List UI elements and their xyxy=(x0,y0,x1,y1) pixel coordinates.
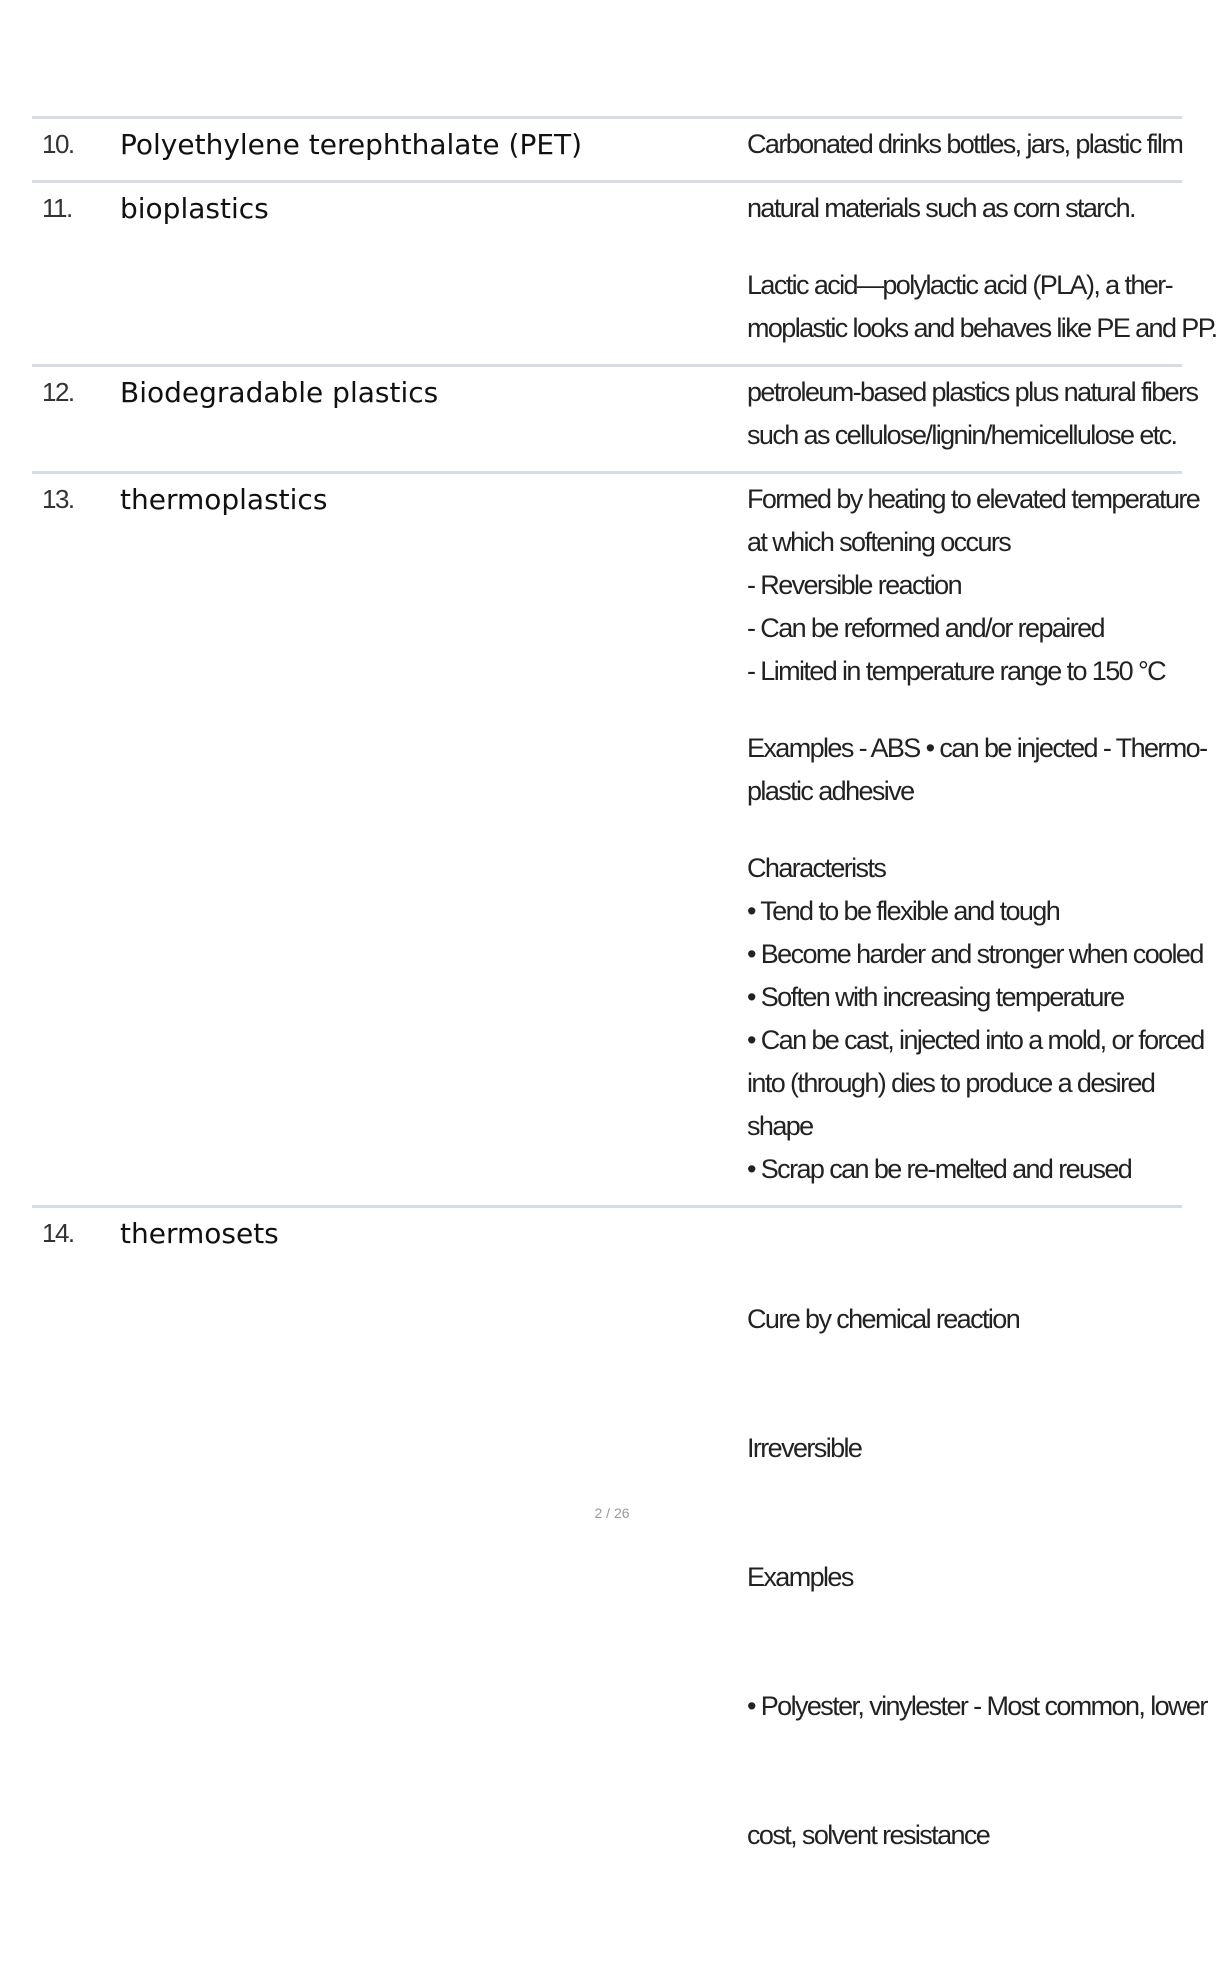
description-paragraph xyxy=(747,1212,1207,1943)
description-paragraph xyxy=(747,264,1217,350)
description-line: Examples - ABS • can be injected - Thermo- xyxy=(747,733,1207,763)
entry-description xyxy=(747,187,1217,364)
description-line: moplastic looks and behaves like PE and PP. xyxy=(747,313,1217,343)
description-line: at which softening occurs xyxy=(747,527,1011,557)
glossary-entry xyxy=(32,119,1182,183)
page-indicator: 2 / 26 xyxy=(594,1505,630,1521)
description-line: into (through) dies to produce a desired xyxy=(747,1068,1155,1098)
description-line: such as cellulose/lignin/hemicellulose etc. xyxy=(747,420,1177,450)
description-paragraph xyxy=(747,123,1182,166)
glossary-entry xyxy=(32,183,1217,367)
description-line: cost, solvent resistance xyxy=(747,1820,990,1850)
description-line: Characterists xyxy=(747,853,886,883)
glossary-list xyxy=(32,116,1217,1963)
description-line: Formed by heating to elevated temperature xyxy=(747,484,1200,514)
description-paragraph xyxy=(747,727,1207,813)
description-line: Carbonated drinks bottles, jars, plastic film xyxy=(747,129,1183,159)
entry-term: thermoplastics xyxy=(120,483,328,516)
description-line: • Soften with increasing temperature xyxy=(747,982,1124,1012)
description-paragraph xyxy=(747,371,1198,457)
description-line: plastic adhesive xyxy=(747,776,914,806)
description-line: Irreversible xyxy=(747,1433,862,1463)
description-paragraph xyxy=(747,847,1204,1191)
entry-number: 13. xyxy=(42,484,74,514)
description-line: Examples xyxy=(747,1562,853,1592)
entry-term: Biodegradable plastics xyxy=(120,376,439,409)
entry-description xyxy=(747,1212,1207,1963)
description-line: - Reversible reaction xyxy=(747,570,962,600)
description-line: • Can be cast, injected into a mold, or forced xyxy=(747,1025,1204,1055)
description-line: • Become harder and stronger when cooled xyxy=(747,939,1203,969)
entry-number: 12. xyxy=(42,377,74,407)
entry-number: 14. xyxy=(42,1218,74,1248)
description-line: natural materials such as corn starch. xyxy=(747,193,1135,223)
description-line: Lactic acid—polylactic acid (PLA), a ther- xyxy=(747,270,1172,300)
description-line: • Scrap can be re-melted and reused xyxy=(747,1154,1132,1184)
entry-number: 11. xyxy=(42,193,72,223)
entry-term: Polyethylene terephthalate (PET) xyxy=(120,128,583,161)
description-line: • Tend to be flexible and tough xyxy=(747,896,1060,926)
entry-term: bioplastics xyxy=(120,192,269,225)
glossary-entry xyxy=(32,1208,1207,1963)
entry-description xyxy=(747,123,1182,180)
entry-number: 10. xyxy=(42,129,74,159)
description-line: • Polyester, vinylester - Most common, lower xyxy=(747,1691,1207,1721)
description-line: Cure by chemical reaction xyxy=(747,1304,1020,1334)
description-paragraph xyxy=(747,478,1200,693)
description-line: petroleum-based plastics plus natural fibers xyxy=(747,377,1198,407)
description-line: shape xyxy=(747,1111,813,1141)
entry-description xyxy=(747,371,1198,471)
entry-description xyxy=(747,478,1207,1205)
description-paragraph xyxy=(747,187,1187,230)
description-line: - Limited in temperature range to 150 °C xyxy=(747,656,1166,686)
entry-term: thermosets xyxy=(120,1217,279,1250)
description-line: - Can be reformed and/or repaired xyxy=(747,613,1104,643)
glossary-entry xyxy=(32,474,1207,1208)
glossary-entry xyxy=(32,367,1198,474)
